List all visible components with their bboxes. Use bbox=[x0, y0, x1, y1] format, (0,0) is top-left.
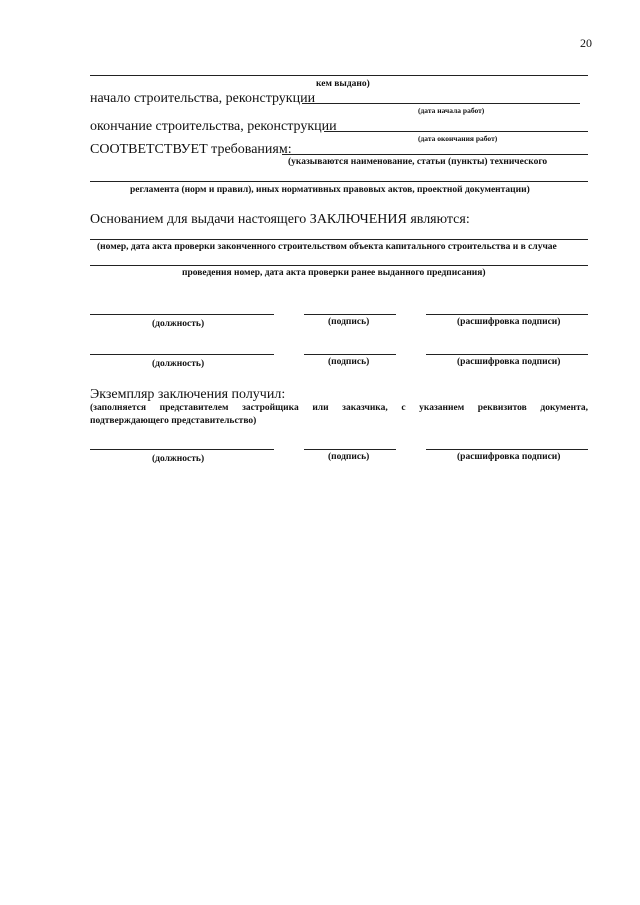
signature-caption: (подпись) bbox=[328, 357, 370, 367]
position-line bbox=[90, 314, 274, 315]
copy-received-label: Экземпляр заключения получил: bbox=[90, 387, 286, 402]
decoding-caption: (расшифровка подписи) bbox=[457, 357, 561, 367]
construction-end-line bbox=[324, 131, 588, 132]
basis-caption-1: (номер, дата акта проверки законченного строительством объекта капитального строительства и в случае bbox=[97, 242, 557, 252]
position-line bbox=[90, 449, 274, 450]
issued-by-line bbox=[90, 75, 588, 76]
position-caption: (должность) bbox=[152, 319, 205, 329]
basis-line-1 bbox=[90, 239, 588, 240]
signature-caption: (подпись) bbox=[328, 317, 370, 327]
construction-start-caption: (дата начала работ) bbox=[418, 106, 485, 115]
decoding-line bbox=[426, 354, 588, 355]
complies-caption-2: регламента (норм и правил), иных нормативных правовых актов, проектной документации) bbox=[130, 185, 530, 195]
issued-by-caption: кем выдано) bbox=[316, 79, 370, 89]
page-number: 20 bbox=[580, 36, 592, 50]
position-caption: (должность) bbox=[152, 454, 205, 464]
basis-label: Основанием для выдачи настоящего ЗАКЛЮЧЕНИЯ являются: bbox=[90, 212, 470, 227]
decoding-caption: (расшифровка подписи) bbox=[457, 452, 561, 462]
copy-received-note-1: (заполняется представителем застройщика или заказчика, с указанием реквизитов документа, bbox=[90, 403, 588, 413]
position-line bbox=[90, 354, 274, 355]
complies-caption-1: (указываются наименование, статьи (пункты) технического bbox=[288, 157, 548, 167]
decoding-caption: (расшифровка подписи) bbox=[457, 317, 561, 327]
complies-line bbox=[282, 154, 588, 155]
decoding-line bbox=[426, 314, 588, 315]
basis-caption-2: проведения номер, дата акта проверки ранее выданного предписания) bbox=[182, 268, 486, 278]
construction-end-caption: (дата окончания работ) bbox=[418, 134, 498, 143]
construction-start-line bbox=[302, 103, 580, 104]
signature-line bbox=[304, 354, 396, 355]
copy-received-note-2: подтверждающего представительство) bbox=[90, 416, 257, 426]
construction-end-label: окончание строительства, реконструкции bbox=[90, 119, 337, 134]
construction-start-label: начало строительства, реконструкции bbox=[90, 91, 316, 106]
complies-label: СООТВЕТСТВУЕТ требованиям: bbox=[90, 142, 292, 157]
signature-line bbox=[304, 449, 396, 450]
signature-line bbox=[304, 314, 396, 315]
signature-caption: (подпись) bbox=[328, 452, 370, 462]
basis-line-2 bbox=[90, 265, 588, 266]
position-caption: (должность) bbox=[152, 359, 205, 369]
complies-line-2 bbox=[90, 181, 588, 182]
decoding-line bbox=[426, 449, 588, 450]
